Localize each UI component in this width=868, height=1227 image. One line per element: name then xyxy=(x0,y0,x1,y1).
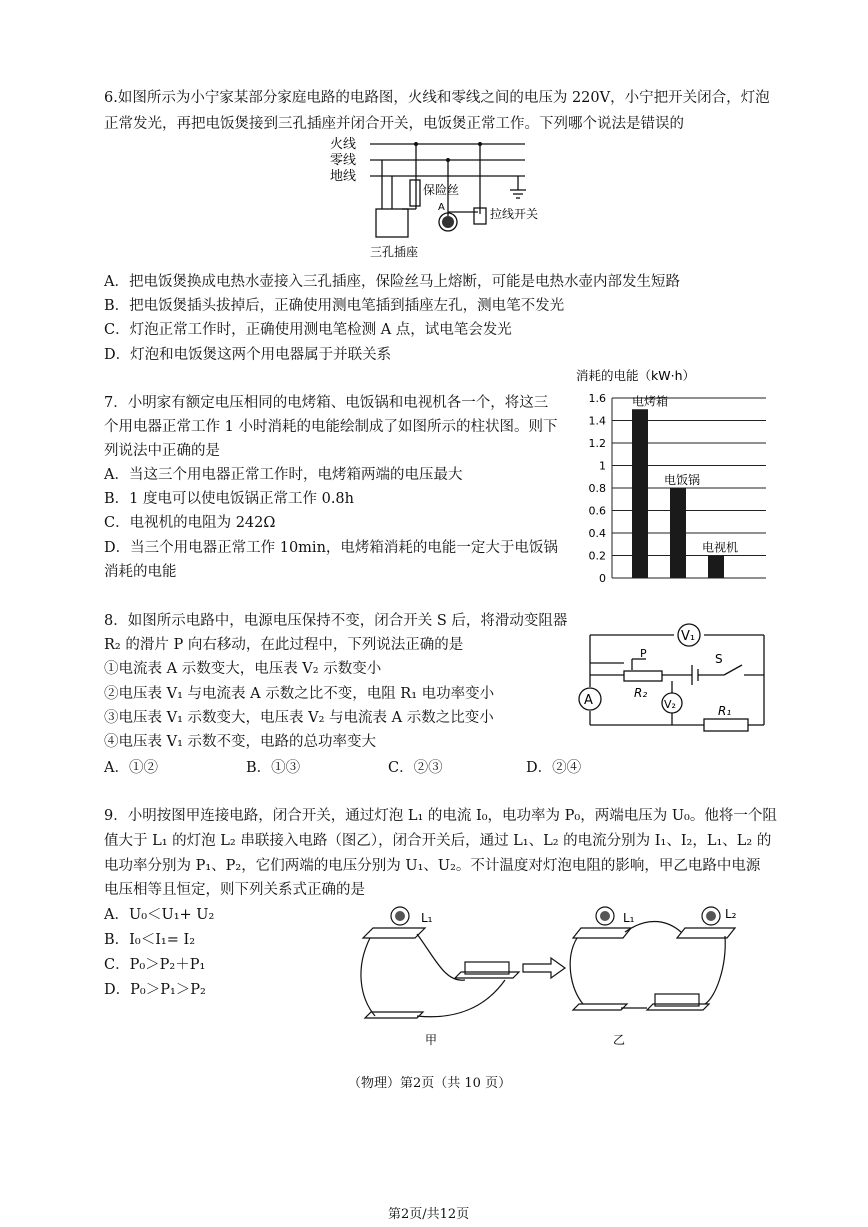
q8-option-d: D．②④ xyxy=(526,760,582,776)
q9-option-a: A．U₀＜U₁+ U₂ xyxy=(104,907,215,923)
q8-line-1: 8．如图所示电路中，电源电压保持不变，闭合开关 S 后，将滑动变阻器 xyxy=(104,613,568,629)
q7-option-b: B．1 度电可以使电饭锅正常工作 0.8h xyxy=(104,491,354,507)
q7-line-1: 7．小明家有额定电压相同的电烤箱、电饭锅和电视机各一个，将这三 xyxy=(104,395,549,411)
q8-circuit-diagram xyxy=(574,617,774,742)
chart-bar-label: 电烤箱 xyxy=(632,394,669,409)
label-point-a: A xyxy=(438,202,445,213)
q7-option-d: D．当三个用电器正常工作 10min，电烤箱消耗的电能一定大于电饭锅 xyxy=(104,540,558,556)
energy-bar-chart xyxy=(568,366,778,588)
chart-y-tick-label: 0.2 xyxy=(588,549,606,563)
label-voltmeter-v2: V₂ xyxy=(664,698,676,711)
q6-option-a: A．把电饭煲换成电热水壶接入三孔插座，保险丝马上熔断，可能是电热水壶内部发生短路 xyxy=(104,274,680,290)
q8-option-b: B．①③ xyxy=(246,760,301,776)
label-r2: R₂ xyxy=(634,686,648,700)
q8-statement-1: ①电流表 A 示数变大，电压表 V₂ 示数变小 xyxy=(104,661,382,677)
label-figure-jia: 甲 xyxy=(425,1033,438,1047)
chart-bar xyxy=(670,488,686,578)
q9-line-3: 电功率分别为 P₁、P₂，它们两端的电压分别为 U₁、U₂。不计温度对灯泡电阻的影响，甲乙电路中电源 xyxy=(104,858,761,874)
q9-option-b: B．I₀＜I₁= I₂ xyxy=(104,932,196,948)
chart-y-tick-label: 0.8 xyxy=(588,482,606,495)
label-ammeter-a: A xyxy=(584,693,593,708)
q9-option-c: C．P₀＞P₂＋P₁ xyxy=(104,957,206,973)
q8-statement-4: ④电压表 V₁ 示数不变，电路的总功率变大 xyxy=(104,734,377,750)
label-switch-s: S xyxy=(715,652,723,666)
label-neutral-wire: 零线 xyxy=(330,153,357,168)
q7-option-c: C．电视机的电阻为 242Ω xyxy=(104,515,276,531)
q6-household-circuit-diagram xyxy=(330,134,540,264)
q7-line-2: 个用电器正常工作 1 小时消耗的电能绘制成了如图所示的柱状图。则下 xyxy=(104,419,558,435)
label-ground-wire: 地线 xyxy=(330,169,357,184)
label-r1: R₁ xyxy=(718,704,732,718)
chart-y-tick-label: 0.4 xyxy=(588,527,606,540)
chart-y-tick-label: 0 xyxy=(599,572,606,585)
chart-y-axis-label: 消耗的电能（kW·h） xyxy=(576,368,695,383)
chart-y-tick-label: 0.6 xyxy=(588,504,606,518)
q7-line-3: 列说法中正确的是 xyxy=(104,443,220,459)
chart-bar xyxy=(708,556,724,579)
chart-bar xyxy=(632,409,648,578)
q9-line-4: 电压相等且恒定，则下列关系式正确的是 xyxy=(104,882,365,898)
chart-y-tick-label: 1.2 xyxy=(588,437,606,450)
document-page-number: 第2页/共12页 xyxy=(388,1207,470,1222)
q9-line-1: 9．小明按图甲连接电路，闭合开关，通过灯泡 L₁ 的电流 I₀，电功率为 P₀，两端电压为 U₀。他将一个阻 xyxy=(104,808,777,824)
q9-bulb-circuit-figure xyxy=(355,898,735,1050)
chart-y-tick-label: 1.4 xyxy=(588,414,606,428)
label-three-hole-socket: 三孔插座 xyxy=(370,245,419,259)
q8-statement-3: ③电压表 V₁ 示数变大，电压表 V₂ 与电流表 A 示数之比变小 xyxy=(104,710,494,726)
q6-line-2: 正常发光，再把电饭煲接到三孔插座并闭合开关，电饭煲正常工作。下列哪个说法是错误的 xyxy=(104,116,684,132)
q6-option-d: D．灯泡和电饭煲这两个用电器属于并联关系 xyxy=(104,347,392,363)
q6-option-b: B．把电饭煲插头拔掉后，正确使用测电笔插到插座左孔，测电笔不发光 xyxy=(104,298,565,314)
q8-option-c: C．②③ xyxy=(388,760,443,776)
label-live-wire: 火线 xyxy=(330,137,357,152)
label-pull-switch: 拉线开关 xyxy=(490,207,539,221)
q8-statement-2: ②电压表 V₁ 与电流表 A 示数之比不变，电阻 R₁ 电功率变小 xyxy=(104,686,495,702)
label-voltmeter-v1: V₁ xyxy=(681,629,696,644)
q8-line-2: R₂ 的滑片 P 向右移动，在此过程中，下列说法正确的是 xyxy=(104,637,464,653)
q6-line-1: 6.如图所示为小宁家某部分家庭电路的电路图，火线和零线之间的电压为 220V，小宁把开关闭合，灯泡 xyxy=(104,90,770,106)
chart-bar-label: 电视机 xyxy=(702,540,739,555)
q7-option-a: A．当这三个用电器正常工作时，电烤箱两端的电压最大 xyxy=(104,467,463,483)
q8-option-a: A．①② xyxy=(104,760,158,776)
q7-option-d-cont: 消耗的电能 xyxy=(104,564,177,580)
chart-y-tick-label: 1 xyxy=(599,459,606,473)
label-fuse: 保险丝 xyxy=(423,183,460,197)
label-l2-yi: L₂ xyxy=(725,907,737,921)
label-figure-yi: 乙 xyxy=(613,1033,626,1047)
label-slider-p: P xyxy=(640,647,647,660)
q6-option-c: C．灯泡正常工作时，正确使用测电笔检测 A 点，试电笔会发光 xyxy=(104,322,512,338)
chart-y-tick-label: 1.6 xyxy=(588,392,606,405)
label-l1-yi: L₁ xyxy=(623,911,635,925)
chart-bar-label: 电饭锅 xyxy=(664,473,701,487)
label-l1-jia: L₁ xyxy=(421,911,433,925)
exam-page-footer: （物理）第2页（共 10 页） xyxy=(348,1076,512,1091)
q9-line-2: 值大于 L₁ 的灯泡 L₂ 串联接入电路（图乙），闭合开关后，通过 L₁、L₂ 的电流分别为 I₁、I₂，L₁、L₂ 的 xyxy=(104,833,772,849)
q9-option-d: D．P₀＞P₁＞P₂ xyxy=(104,982,206,998)
